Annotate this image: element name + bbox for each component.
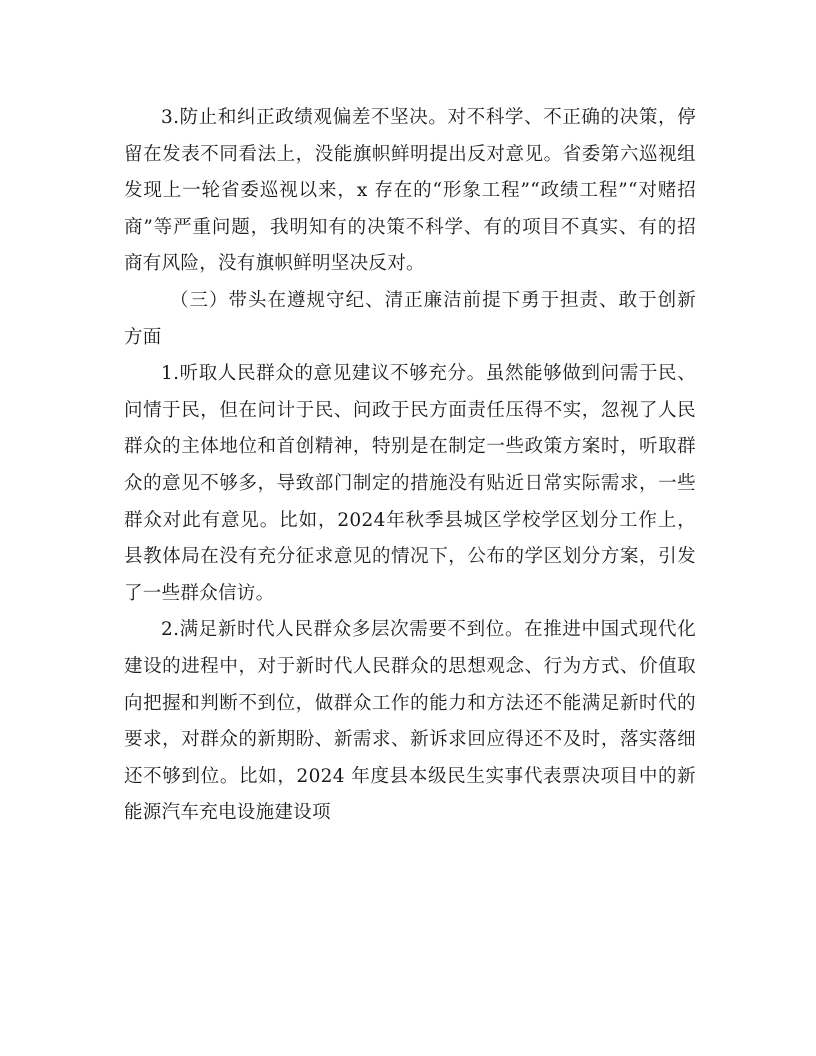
paragraph-public-needs: 2.满足新时代人民群众多层次需要不到位。在推进中国式现代化建设的进程中，对于新时代人民群众的思想观念、行为方式、价值取向把握和判断不到位，做群众工作的能力和方法还不能满足新时代的要求，对群众的新期盼、新需求、新诉求回应得还不及时，落实落细还不够到位。比如，2024 年度县本级民生实事代表票决项目中的新能源汽车充电设施建设项 [124,619,696,824]
document-body [124,100,696,832]
paragraph-public-opinion: 1.听取人民群众的意见建议不够充分。虽然能够做到问需于民、问情于民，但在问计于民、问政于民方面责任压得不实，忽视了人民群众的主体地位和首创精神，特别是在制定一些政策方案时，听取群众的意见不够多，导致部门制定的措施没有贴近日常实际需求，一些群众对此有意见。比如，2024年秋季县城区学校学区划分工作上，县教体局在没有充分征求意见的情况下，公布的学区划分方案，引发了一些群众信访。 [124,363,696,604]
paragraph-policy-deviation: 3.防止和纠正政绩观偏差不坚决。对不科学、不正确的决策，停留在发表不同看法上，没能旗帜鲜明提出反对意见。省委第六巡视组发现上一轮省委巡视以来，x 存在的“形象工程”“政绩工程”“对赌招商”等严重问题，我明知有的决策不科学、有的项目不真实、有的招商有风险，没有旗帜鲜明坚决反对。 [124,107,696,275]
section-heading: （三）带头在遵规守纪、清正廉洁前提下勇于担责、敢于创新方面 [124,289,696,348]
